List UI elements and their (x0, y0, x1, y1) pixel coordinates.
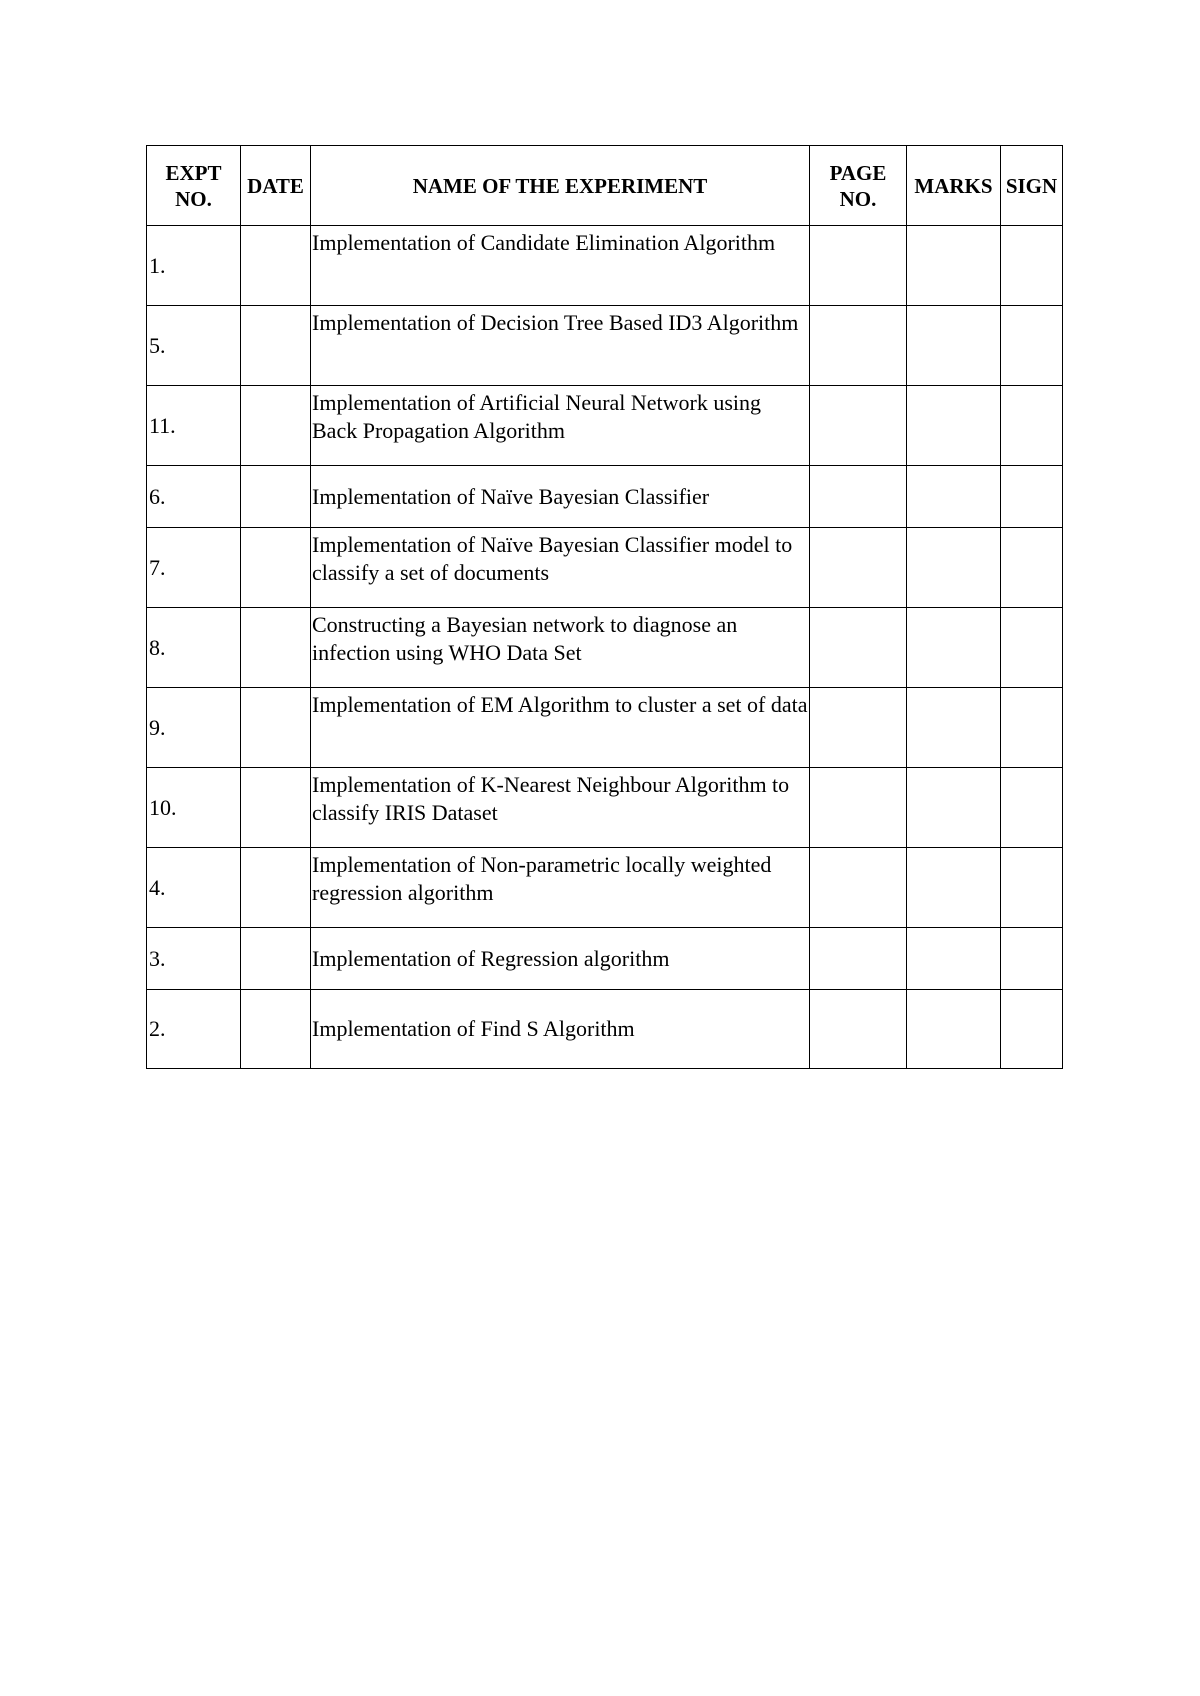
sign-cell (1001, 466, 1063, 528)
table-header (147, 146, 1063, 226)
marks-cell (907, 528, 1001, 608)
table-row (147, 466, 1063, 528)
page-no-cell (810, 386, 907, 466)
sign-cell (1001, 848, 1063, 928)
page-no-cell (810, 226, 907, 306)
experiment-name-cell: Implementation of Artificial Neural Network using Back Propagation Algorithm (311, 386, 810, 466)
experiment-name-cell: Implementation of Find S Algorithm (311, 990, 810, 1069)
experiment-name-cell: Implementation of Decision Tree Based ID3 Algorithm (311, 306, 810, 386)
table-row (147, 768, 1063, 848)
table-row (147, 848, 1063, 928)
expt-no-cell: 3. (147, 928, 241, 990)
date-cell (241, 990, 311, 1069)
sign-cell (1001, 528, 1063, 608)
marks-cell (907, 466, 1001, 528)
page-no-cell (810, 306, 907, 386)
page-no-cell (810, 990, 907, 1069)
header-marks: MARKS (907, 146, 1001, 226)
date-cell (241, 466, 311, 528)
experiment-name-cell: Implementation of K-Nearest Neighbour Algorithm to classify IRIS Dataset (311, 768, 810, 848)
table-body (147, 226, 1063, 1069)
table-row (147, 990, 1063, 1069)
header-expt-no (147, 146, 241, 226)
table-row (147, 928, 1063, 990)
marks-cell (907, 688, 1001, 768)
table-row (147, 608, 1063, 688)
date-cell (241, 528, 311, 608)
page-no-cell (810, 688, 907, 768)
header-date: DATE (241, 146, 311, 226)
expt-no-cell: 7. (147, 528, 241, 608)
marks-cell (907, 990, 1001, 1069)
experiment-name-cell: Implementation of Non-parametric locally weighted regression algorithm (311, 848, 810, 928)
header-page-no-line2: NO. (839, 186, 877, 211)
page-no-cell (810, 466, 907, 528)
experiment-name-cell: Implementation of Naïve Bayesian Classifier model to classify a set of documents (311, 528, 810, 608)
date-cell (241, 848, 311, 928)
sign-cell (1001, 306, 1063, 386)
experiment-name-cell: Implementation of Regression algorithm (311, 928, 810, 990)
expt-no-cell: 8. (147, 608, 241, 688)
sign-cell (1001, 990, 1063, 1069)
page-no-cell (810, 608, 907, 688)
marks-cell (907, 306, 1001, 386)
date-cell (241, 608, 311, 688)
header-page-no (810, 146, 907, 226)
date-cell (241, 768, 311, 848)
marks-cell (907, 768, 1001, 848)
date-cell (241, 386, 311, 466)
marks-cell (907, 386, 1001, 466)
date-cell (241, 226, 311, 306)
page-no-cell (810, 768, 907, 848)
expt-no-cell: 2. (147, 990, 241, 1069)
header-page-no-line1: PAGE (829, 160, 887, 185)
expt-no-cell: 4. (147, 848, 241, 928)
expt-no-cell: 5. (147, 306, 241, 386)
marks-cell (907, 608, 1001, 688)
sign-cell (1001, 226, 1063, 306)
experiment-index-table (146, 145, 1063, 1069)
sign-cell (1001, 928, 1063, 990)
header-expt-no-line2: NO. (175, 186, 212, 211)
header-row (147, 146, 1063, 226)
table-row (147, 226, 1063, 306)
experiment-name-cell: Implementation of EM Algorithm to cluster a set of data (311, 688, 810, 768)
page-no-cell (810, 848, 907, 928)
expt-no-cell: 9. (147, 688, 241, 768)
header-sign: SIGN (1001, 146, 1063, 226)
expt-no-cell: 1. (147, 226, 241, 306)
page-no-cell (810, 528, 907, 608)
experiment-name-cell: Implementation of Naïve Bayesian Classifier (311, 466, 810, 528)
marks-cell (907, 226, 1001, 306)
sign-cell (1001, 768, 1063, 848)
header-expt-no-line1: EXPT (165, 160, 222, 185)
table-row (147, 528, 1063, 608)
expt-no-cell: 10. (147, 768, 241, 848)
sign-cell (1001, 608, 1063, 688)
table-row (147, 386, 1063, 466)
table-row (147, 688, 1063, 768)
expt-no-cell: 11. (147, 386, 241, 466)
table-row (147, 306, 1063, 386)
expt-no-cell: 6. (147, 466, 241, 528)
sign-cell (1001, 386, 1063, 466)
header-experiment-name: NAME OF THE EXPERIMENT (311, 146, 810, 226)
date-cell (241, 928, 311, 990)
date-cell (241, 306, 311, 386)
experiment-name-cell: Constructing a Bayesian network to diagnose an infection using WHO Data Set (311, 608, 810, 688)
date-cell (241, 688, 311, 768)
experiment-name-cell: Implementation of Candidate Elimination Algorithm (311, 226, 810, 306)
marks-cell (907, 928, 1001, 990)
sign-cell (1001, 688, 1063, 768)
page-no-cell (810, 928, 907, 990)
marks-cell (907, 848, 1001, 928)
